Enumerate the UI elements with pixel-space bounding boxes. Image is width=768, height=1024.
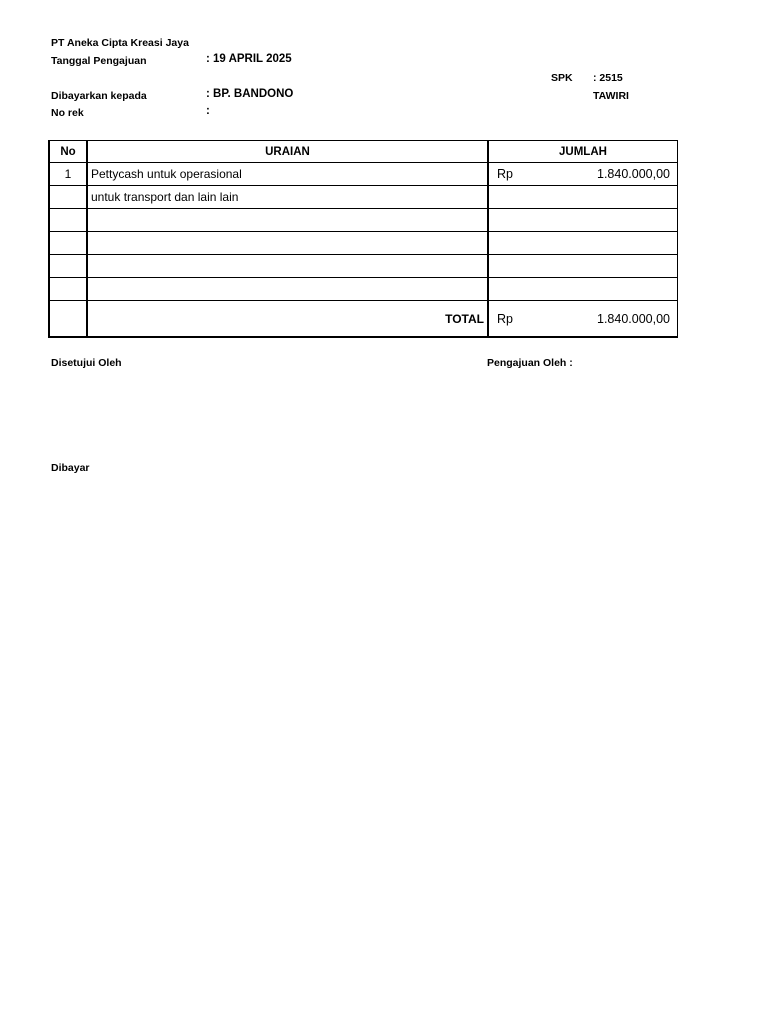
row-description [87,232,488,255]
table-row [49,278,678,301]
row-amount-cell [488,186,678,209]
row-no [49,209,87,232]
spk-label: SPK [551,72,573,84]
row-amount-cell [488,255,678,278]
row-amount-cell [488,232,678,255]
row-description: Pettycash untuk operasional [87,163,488,186]
row-no [49,278,87,301]
row-amount-cell [488,209,678,232]
row-no [49,186,87,209]
row-amount: 1.840.000,00 [597,167,670,181]
row-amount-cell [488,163,678,186]
row-description [87,278,488,301]
spk-name: TAWIRI [593,90,629,102]
header-amount: JUMLAH [488,141,678,163]
date-label: Tanggal Pengajuan [51,55,147,67]
table-header-row [49,141,678,163]
row-description [87,255,488,278]
approved-by-label: Disetujui Oleh [51,357,122,369]
table-row [49,232,678,255]
total-currency: Rp [497,311,513,326]
total-label: TOTAL [87,301,488,338]
payee-value: : BP. BANDONO [206,88,294,100]
row-no: 1 [49,163,87,186]
paid-label: Dibayar [51,462,90,474]
total-amount-cell [488,301,678,338]
table-row [49,163,678,186]
row-currency: Rp [497,167,513,181]
account-value: : [206,105,210,117]
row-description [87,209,488,232]
row-no [49,255,87,278]
total-amount: 1.840.000,00 [597,311,670,326]
date-value: : 19 APRIL 2025 [206,53,292,65]
spk-value: : 2515 [593,72,623,84]
table-row [49,186,678,209]
row-amount-cell [488,278,678,301]
total-row [49,301,678,338]
header-description: URAIAN [87,141,488,163]
row-no [49,232,87,255]
account-label: No rek [51,107,84,119]
row-description: untuk transport dan lain lain [87,186,488,209]
total-no-cell [49,301,87,338]
payee-label: Dibayarkan kepada [51,90,147,102]
header-no: No [49,141,87,163]
table-row [49,209,678,232]
company-name: PT Aneka Cipta Kreasi Jaya [51,37,189,49]
submitted-by-label: Pengajuan Oleh : [487,357,573,369]
payment-table [48,140,678,338]
table-row [49,255,678,278]
